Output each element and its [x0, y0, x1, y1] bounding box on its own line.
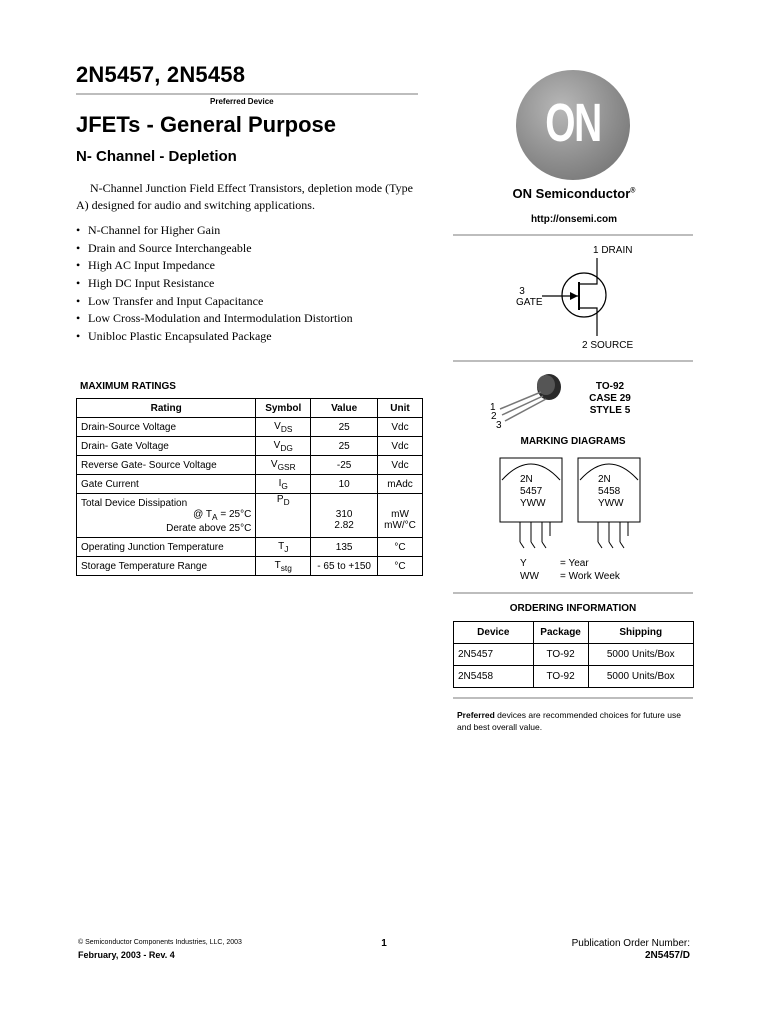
- part-title: 2N5457, 2N5458: [76, 62, 246, 87]
- table-row: [454, 644, 694, 666]
- table-row: [77, 456, 423, 475]
- marking-line: 2N: [520, 474, 533, 485]
- drain-label: 1 DRAIN: [593, 245, 633, 256]
- to92-package-drawing: [486, 368, 566, 428]
- legend-code: Y: [520, 558, 527, 569]
- rating-cell: Drain- Gate Voltage: [77, 437, 256, 456]
- unit-cell: Vdc: [378, 418, 423, 437]
- feature-item: • Low Transfer and Input Capacitance: [76, 293, 426, 311]
- symbol-cell: $V_{GSR}$: [256, 456, 311, 475]
- table-row: [77, 437, 423, 456]
- marking-line: 2N: [598, 474, 611, 485]
- rating-cell: Gate Current: [77, 475, 256, 494]
- table-row: [77, 494, 423, 538]
- marking-legend: [520, 557, 620, 583]
- rating-cell: Drain-Source Voltage: [77, 418, 256, 437]
- feature-item: • N-Channel for Higher Gain: [76, 222, 426, 240]
- package-cell: TO-92: [533, 666, 588, 688]
- source-lead: [579, 308, 597, 336]
- pin-number: 1: [490, 402, 496, 413]
- unit-cell: mAdc: [378, 475, 423, 494]
- transistor-circle: [562, 273, 606, 317]
- max-ratings-heading: MAXIMUM RATINGS: [80, 381, 176, 392]
- shipping-cell: 5000 Units/Box: [588, 644, 693, 666]
- value-cell: 310 2.82: [311, 494, 378, 538]
- rating-cell: Total Device Dissipation @ $T_A = 25^\circ C$ Derate above 25°C: [77, 494, 256, 538]
- gate-label: GATE: [516, 297, 543, 308]
- symbol-cell: $T_J$: [256, 538, 311, 557]
- section-divider: [453, 592, 693, 594]
- table-row: [77, 538, 423, 557]
- unit-cell: °C: [378, 538, 423, 557]
- symbol-cell: $V_{DG}$: [256, 437, 311, 456]
- feature-item: • High AC Input Impedance: [76, 257, 426, 275]
- ordering-info-table: [453, 621, 694, 688]
- unit-cell: °C: [378, 557, 423, 576]
- symbol-cell: $T_{stg}$: [256, 557, 311, 576]
- publication-order-number: 2N5457/D: [644, 950, 690, 961]
- rating-cell: Operating Junction Temperature: [77, 538, 256, 557]
- device-cell: 2N5457: [454, 644, 534, 666]
- column-header: Unit: [378, 399, 423, 418]
- title-divider: [76, 93, 418, 95]
- registered-mark: ®: [630, 187, 636, 195]
- source-label: 2 SOURCE: [582, 340, 634, 351]
- column-header: Device: [454, 622, 534, 644]
- pin-number: 2: [491, 411, 497, 422]
- feature-item: • Drain and Source Interchangeable: [76, 240, 426, 258]
- marking-diagrams-heading: MARKING DIAGRAMS: [520, 436, 626, 447]
- marking-diagram-2n5458: [578, 458, 640, 548]
- table-header-row: [454, 622, 694, 644]
- subtitle: N- Channel - Depletion: [76, 148, 237, 165]
- description: N-Channel Junction Field Effect Transistors, depletion mode (Type A) designed for audio and switching applications.: [76, 181, 413, 212]
- feature-item: • Unibloc Plastic Encapsulated Package: [76, 328, 426, 346]
- copyright-notice: © Semiconductor Components Industries, LLC, 2003: [78, 939, 242, 946]
- feature-item: • High DC Input Resistance: [76, 275, 426, 293]
- section-divider: [453, 234, 693, 236]
- marking-line: 5458: [598, 486, 621, 497]
- symbol-cell: $I_G$: [256, 475, 311, 494]
- page-number: 1: [381, 938, 387, 949]
- marking-line: YWW: [598, 498, 624, 509]
- column-header: Rating: [77, 399, 256, 418]
- value-cell: 25: [311, 418, 378, 437]
- gate-arrow: [570, 292, 578, 300]
- value-cell: 135: [311, 538, 378, 557]
- value-cell: 10: [311, 475, 378, 494]
- preferred-devices-note: Preferred devices are recommended choices for future use and best overall value.: [457, 710, 681, 732]
- value-cell: - 65 to +150: [311, 557, 378, 576]
- symbol-cell: $V_{DS}$: [256, 418, 311, 437]
- value-cell: -25: [311, 456, 378, 475]
- gate-number-label: 3: [519, 286, 525, 297]
- feature-item: • Low Cross-Modulation and Intermodulation Distortion: [76, 310, 426, 328]
- drain-lead: [579, 258, 597, 284]
- column-header: Shipping: [588, 622, 693, 644]
- unit-cell: Vdc: [378, 456, 423, 475]
- section-divider: [453, 697, 693, 699]
- brand-name: ON Semiconductor®: [512, 186, 636, 201]
- unit-cell: Vdc: [378, 437, 423, 456]
- table-row: [77, 475, 423, 494]
- pin-number: 3: [496, 420, 502, 428]
- package-info: TO-92 CASE 29 STYLE 5: [589, 381, 631, 416]
- package-cell: TO-92: [533, 644, 588, 666]
- legend-row: [520, 557, 620, 570]
- legend-code: WW: [520, 571, 539, 582]
- column-header: Symbol: [256, 399, 311, 418]
- table-row: [77, 557, 423, 576]
- ordering-info-heading: ORDERING INFORMATION: [509, 603, 637, 614]
- unit-cell: mW mW/°C: [378, 494, 423, 538]
- main-title: JFETs - General Purpose: [76, 112, 337, 137]
- device-cell: 2N5458: [454, 666, 534, 688]
- column-header: Value: [311, 399, 378, 418]
- legend-meaning: = Work Week: [560, 571, 620, 582]
- publication-order-label: Publication Order Number:: [571, 938, 690, 949]
- column-header: Package: [533, 622, 588, 644]
- marking-line: YWW: [520, 498, 546, 509]
- jfet-schematic-symbol: [500, 240, 650, 355]
- shipping-cell: 5000 Units/Box: [588, 666, 693, 688]
- legend-row: [520, 570, 620, 583]
- preferred-device-label: Preferred Device: [210, 97, 274, 106]
- value-cell: 25: [311, 437, 378, 456]
- legend-meaning: = Year: [560, 558, 589, 569]
- table-row: [454, 666, 694, 688]
- max-ratings-table: [76, 398, 423, 576]
- website-url: http://onsemi.com: [530, 214, 618, 225]
- marking-line: 5457: [520, 486, 543, 497]
- logo-text: ON: [545, 93, 601, 153]
- revision-date: February, 2003 - Rev. 4: [78, 950, 175, 960]
- symbol-cell: $P_D$: [256, 494, 311, 538]
- table-header-row: [77, 399, 423, 418]
- table-row: [77, 418, 423, 437]
- rating-cell: Storage Temperature Range: [77, 557, 256, 576]
- feature-list: [76, 222, 426, 346]
- marking-diagrams: [490, 452, 650, 560]
- marking-diagram-2n5457: [500, 458, 562, 548]
- section-divider: [453, 360, 693, 362]
- rating-cell: Reverse Gate- Source Voltage: [77, 456, 256, 475]
